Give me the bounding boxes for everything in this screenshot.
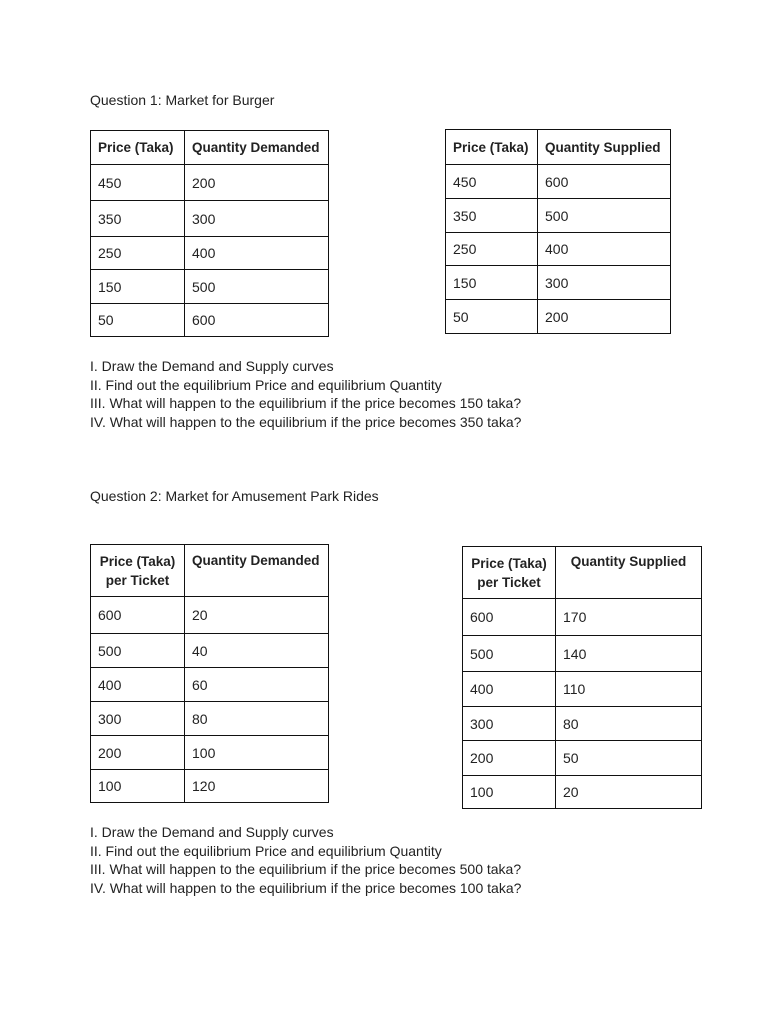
quantity-cell: 400 [538, 233, 671, 266]
header-per-ticket: per Ticket [477, 574, 541, 590]
quantity-cell: 140 [556, 636, 702, 672]
quantity-cell: 80 [556, 707, 702, 741]
table-row [446, 199, 671, 233]
price-cell: 600 [463, 599, 556, 636]
table-row [446, 233, 671, 266]
quantity-cell: 50 [556, 741, 702, 776]
header-price: Price (Taka) [446, 130, 538, 165]
quantity-cell: 600 [185, 304, 329, 337]
price-cell: 150 [91, 270, 185, 304]
header-quantity-demanded: Quantity Demanded [185, 131, 329, 165]
q2-supply-table [462, 546, 702, 809]
header-quantity-supplied: Quantity Supplied [538, 130, 671, 165]
table-row [91, 668, 329, 702]
table-row [91, 165, 329, 201]
table-header-row [91, 545, 329, 597]
quantity-cell: 80 [185, 702, 329, 736]
question-item: I. Draw the Demand and Supply curves [90, 824, 334, 840]
price-cell: 150 [446, 266, 538, 300]
table-row [91, 201, 329, 237]
table-row [91, 270, 329, 304]
price-cell: 300 [91, 702, 185, 736]
question-1-title: Question 1: Market for Burger [90, 92, 275, 108]
question-item: III. What will happen to the equilibrium if the price becomes 500 taka? [90, 861, 522, 878]
question-item: II. Find out the equilibrium Price and equilibrium Quantity [90, 376, 442, 393]
q2-demand-table [90, 544, 329, 803]
quantity-cell: 170 [556, 599, 702, 636]
quantity-cell: 500 [185, 270, 329, 304]
question-2-title: Question 2: Market for Amusement Park Rides [90, 488, 379, 504]
q1-question-list [90, 357, 521, 432]
table-header-row [463, 547, 702, 599]
price-cell: 300 [463, 707, 556, 741]
price-cell: 450 [446, 165, 538, 199]
price-cell: 250 [446, 233, 538, 266]
price-cell: 500 [463, 636, 556, 672]
price-cell: 100 [463, 776, 556, 809]
quantity-cell: 20 [556, 776, 702, 809]
price-cell: 100 [91, 770, 185, 803]
quantity-cell: 200 [538, 300, 671, 334]
table-row [463, 741, 702, 776]
quantity-cell: 300 [185, 201, 329, 237]
table-row [91, 634, 329, 668]
header-price-per-ticket [91, 545, 185, 597]
price-cell: 600 [91, 597, 185, 634]
header-price: Price (Taka) [471, 555, 547, 571]
table-row [463, 672, 702, 707]
table-header-row [446, 130, 671, 165]
table-row [91, 702, 329, 736]
quantity-cell: 110 [556, 672, 702, 707]
quantity-cell: 40 [185, 634, 329, 668]
price-cell: 250 [91, 237, 185, 270]
quantity-cell: 300 [538, 266, 671, 300]
quantity-cell: 200 [185, 165, 329, 201]
table-row [91, 770, 329, 803]
table-row [463, 636, 702, 672]
price-cell: 50 [446, 300, 538, 334]
table-header-row [91, 131, 329, 165]
quantity-cell: 60 [185, 668, 329, 702]
question-item: I. Draw the Demand and Supply curves [90, 358, 334, 374]
table-row [446, 165, 671, 199]
header-per-ticket: per Ticket [105, 572, 170, 588]
header-price: Price (Taka) [99, 553, 176, 569]
price-cell: 200 [463, 741, 556, 776]
header-quantity-demanded: Quantity Demanded [185, 545, 329, 597]
question-item: IV. What will happen to the equilibrium if the price becomes 100 taka? [90, 880, 522, 897]
quantity-cell: 500 [538, 199, 671, 233]
q1-demand-table [90, 130, 329, 337]
table-row [463, 776, 702, 809]
price-cell: 350 [91, 201, 185, 237]
question-item: IV. What will happen to the equilibrium if the price becomes 350 taka? [90, 414, 522, 431]
header-price: Price (Taka) [91, 131, 185, 165]
header-price-per-ticket [463, 547, 556, 599]
question-item: II. Find out the equilibrium Price and equilibrium Quantity [90, 842, 442, 859]
quantity-cell: 100 [185, 736, 329, 770]
table-row [446, 300, 671, 334]
quantity-cell: 600 [538, 165, 671, 199]
price-cell: 500 [91, 634, 185, 668]
price-cell: 400 [463, 672, 556, 707]
q2-question-list [90, 823, 521, 898]
quantity-cell: 120 [185, 770, 329, 803]
quantity-cell: 400 [185, 237, 329, 270]
price-cell: 50 [91, 304, 185, 337]
header-quantity-supplied: Quantity Supplied [556, 547, 702, 599]
table-row [463, 599, 702, 636]
price-cell: 350 [446, 199, 538, 233]
table-row [446, 266, 671, 300]
table-row [91, 237, 329, 270]
question-item: III. What will happen to the equilibrium if the price becomes 150 taka? [90, 395, 522, 412]
quantity-cell: 20 [185, 597, 329, 634]
q1-supply-table [445, 129, 671, 334]
price-cell: 400 [91, 668, 185, 702]
price-cell: 200 [91, 736, 185, 770]
table-row [91, 304, 329, 337]
table-row [463, 707, 702, 741]
price-cell: 450 [91, 165, 185, 201]
table-row [91, 736, 329, 770]
table-row [91, 597, 329, 634]
